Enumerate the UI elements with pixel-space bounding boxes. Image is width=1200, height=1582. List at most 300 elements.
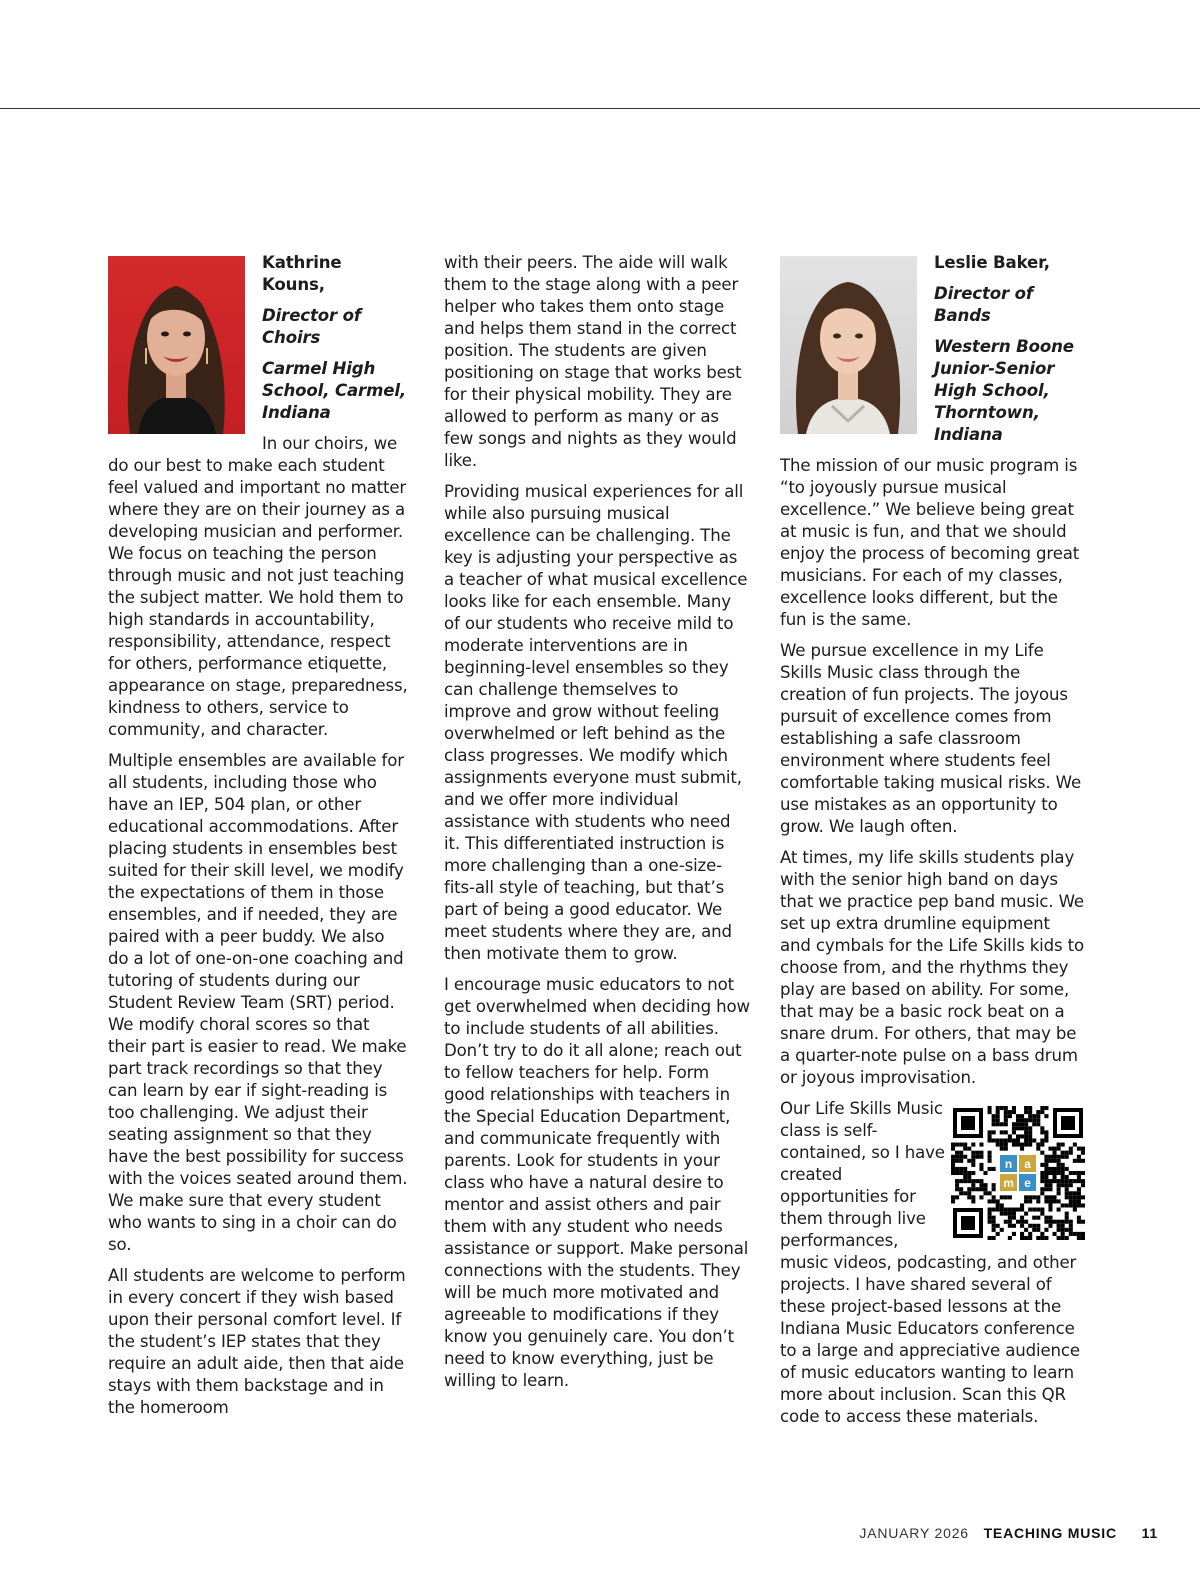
qr-module (992, 1228, 996, 1232)
qr-module (1044, 1138, 1048, 1142)
column-2 (444, 252, 750, 1401)
qr-module (992, 1224, 996, 1228)
qr-module (988, 1151, 992, 1155)
body-paragraph: Providing musical experiences for all while also pursuing musical excellence can be challenging. The key is adjusting your perspective as a teacher of what musical excellence looks like for each ensemble. Many of our students who receive mild to moderate interventions are in beginning-level ensembles so they can challenge themselves to improve and grow without feeling overwhelmed or left behind as the class progresses. We modify which assignments everyone must submit, and we offer more individual assistance with students who need it. This differentiated instruction is more challenging than a one-size-fits-all style of teaching, but that’s part of being a good educator. We meet students where they are, and then motivate them to grow. (444, 482, 748, 963)
qr-module (1053, 1171, 1057, 1175)
qr-module (1044, 1228, 1048, 1232)
qr-module (1057, 1159, 1061, 1163)
qr-module (996, 1232, 1000, 1236)
qr-module (1028, 1118, 1032, 1122)
body-paragraph: I encourage music educators to not get overwhelmed when deciding how to include students of all abilities. Don’t try to do it all alone; reach out to fellow teachers for help. Form good relationships with teachers in the Special Education Department, and communicate frequently with parents. Look for students in your class who have a natural desire to mentor and assist others and pair them with any student who needs assistance or support. Make personal connections with the students. They will be much more motivated and agreeable to modifications if they know you genuinely care. You don’t need to know everything, just be willing to learn. (444, 975, 750, 1390)
qr-module (1048, 1179, 1052, 1183)
qr-module (1000, 1208, 1004, 1212)
qr-module (983, 1171, 987, 1175)
qr-logo-letter: a (1024, 1157, 1031, 1171)
qr-module (955, 1187, 959, 1191)
qr-module (988, 1208, 992, 1212)
qr-module (955, 1171, 959, 1175)
qr-module (1065, 1203, 1069, 1207)
qr-module (1024, 1212, 1028, 1216)
qr-module (1036, 1110, 1040, 1114)
qr-module (1065, 1195, 1069, 1199)
qr-module (1036, 1114, 1040, 1118)
qr-module (1057, 1167, 1061, 1171)
qr-module (1044, 1199, 1048, 1203)
qr-module (967, 1171, 971, 1175)
qr-module (988, 1159, 992, 1163)
body-paragraph: Our Life Skills Music class is self-contained, so I have created opportunities for them through live performances, music videos, podcasting, and other projects. I have shared several of these project-based lessons at the Indiana Music Educators conference to a large and appreciative audience of music educators wanting to learn more about inclusion. Scan this QR code to access these materials. (780, 1099, 1080, 1426)
qr-module (971, 1187, 975, 1191)
qr-module (1020, 1236, 1024, 1240)
qr-module (975, 1187, 979, 1191)
qr-module (1004, 1195, 1008, 1199)
qr-module (1081, 1183, 1085, 1187)
qr-module (992, 1199, 996, 1203)
qr-module (1053, 1195, 1057, 1199)
qr-module (992, 1114, 996, 1118)
qr-module (963, 1143, 967, 1147)
qr-module (1069, 1151, 1073, 1155)
qr-module (1040, 1151, 1044, 1155)
qr-module (1028, 1232, 1032, 1236)
qr-module (1024, 1126, 1028, 1130)
qr-module (963, 1191, 967, 1195)
qr-module (955, 1195, 959, 1199)
qr-module (967, 1175, 971, 1179)
qr-module (1057, 1224, 1061, 1228)
qr-module (988, 1155, 992, 1159)
qr-module (1020, 1114, 1024, 1118)
qr-module (971, 1171, 975, 1175)
qr-module (1065, 1236, 1069, 1240)
qr-module (1048, 1147, 1052, 1151)
qr-module (1032, 1224, 1036, 1228)
qr-module (959, 1167, 963, 1171)
qr-module (1073, 1232, 1077, 1236)
qr-module (1077, 1187, 1081, 1191)
qr-module (1081, 1195, 1085, 1199)
qr-module (959, 1155, 963, 1159)
qr-module (963, 1147, 967, 1151)
qr-module (1032, 1216, 1036, 1220)
qr-module (1024, 1195, 1028, 1199)
column-3 (780, 252, 1085, 1437)
qr-module (1040, 1179, 1044, 1183)
qr-module (1024, 1122, 1028, 1126)
qr-module (992, 1236, 996, 1240)
qr-module (971, 1155, 975, 1159)
qr-module (1004, 1143, 1008, 1147)
qr-module (1044, 1220, 1048, 1224)
qr-module (1069, 1191, 1073, 1195)
qr-module (1053, 1220, 1057, 1224)
qr-module (979, 1167, 983, 1171)
qr-module (1036, 1236, 1040, 1240)
qr-module (979, 1183, 983, 1187)
body-paragraph: Multiple ensembles are available for all students, including those who have an IEP, 504 plan, or other educational accommodations. After placing students in ensembles best suited for their skill level, we modify the expectations of them in those ensembles, and if needed, they are paired with a peer buddy. We also do a lot of one-on-one coaching and tutoring of students during our Student Review Team (SRT) period. We modify choral scores so that their part is easier to read. We make part track recordings so that they can learn by ear if sight-reading is too challenging. We adjust their seating assignment so that they have the best possibility for success with the voices seated around them. We make sure that every student who wants to sing in a choir can do so. (108, 751, 408, 1254)
qr-code[interactable] (951, 1106, 1085, 1240)
qr-module (955, 1159, 959, 1163)
qr-module (1024, 1138, 1028, 1142)
qr-module (1024, 1228, 1028, 1232)
qr-module (1012, 1208, 1016, 1212)
qr-module (1073, 1159, 1077, 1163)
qr-module (955, 1155, 959, 1159)
qr-module (1028, 1138, 1032, 1142)
qr-module (1065, 1167, 1069, 1171)
qr-module (1077, 1179, 1081, 1183)
qr-module (1077, 1195, 1081, 1199)
qr-module (1077, 1175, 1081, 1179)
qr-module (1004, 1220, 1008, 1224)
qr-module (1053, 1232, 1057, 1236)
qr-module (1012, 1122, 1016, 1126)
qr-module (967, 1159, 971, 1163)
qr-module (1032, 1118, 1036, 1122)
qr-module (1004, 1208, 1008, 1212)
qr-module (1028, 1199, 1032, 1203)
qr-module (1016, 1134, 1020, 1138)
qr-module (1012, 1138, 1016, 1142)
body-paragraph: We pursue excellence in my Life Skills Music class through the creation of fun projects. The joyous pursuit of excellence comes from establishing a safe classroom environment where students feel comfortable taking musical risks. We use mistakes as an opportunity to grow. We laugh often. (780, 641, 1082, 836)
qr-module (1024, 1110, 1028, 1114)
qr-module (1065, 1228, 1069, 1232)
qr-module (967, 1195, 971, 1199)
qr-module (1040, 1208, 1044, 1212)
qr-module (963, 1155, 967, 1159)
qr-module (1008, 1216, 1012, 1220)
profile-title: Director of Choirs (262, 306, 361, 347)
qr-module (1048, 1167, 1052, 1171)
qr-module (996, 1106, 1000, 1110)
qr-module (1057, 1147, 1061, 1151)
qr-module (1040, 1130, 1044, 1134)
qr-module (988, 1134, 992, 1138)
qr-module (951, 1159, 955, 1163)
qr-module (1061, 1220, 1065, 1224)
qr-module (1016, 1122, 1020, 1126)
qr-module (1048, 1220, 1052, 1224)
qr-module (1040, 1191, 1044, 1195)
profile-school: Western Boone Junior-Senior High School, Thorntown, Indiana (934, 337, 1074, 444)
qr-module (1012, 1143, 1016, 1147)
qr-module (951, 1155, 955, 1159)
qr-module (1036, 1122, 1040, 1126)
qr-module (1040, 1232, 1044, 1236)
qr-module (1069, 1171, 1073, 1175)
qr-module (1053, 1159, 1057, 1163)
qr-module (1028, 1143, 1032, 1147)
qr-module (1040, 1236, 1044, 1240)
qr-module (1048, 1171, 1052, 1175)
qr-module (1040, 1110, 1044, 1114)
qr-module (988, 1138, 992, 1142)
qr-module (1081, 1203, 1085, 1207)
qr-module (1000, 1130, 1004, 1134)
qr-module (1061, 1171, 1065, 1175)
profile-title: Director of Bands (934, 284, 1033, 325)
column-1 (108, 252, 408, 1428)
qr-module (1028, 1114, 1032, 1118)
qr-module (1061, 1175, 1065, 1179)
qr-module (1048, 1159, 1052, 1163)
qr-module (1053, 1155, 1057, 1159)
qr-module (1012, 1106, 1016, 1110)
qr-module (1016, 1114, 1020, 1118)
qr-module (951, 1195, 955, 1199)
qr-module (979, 1143, 983, 1147)
qr-module (1048, 1203, 1052, 1207)
qr-module (1000, 1212, 1004, 1216)
qr-module (971, 1179, 975, 1183)
qr-module (1061, 1183, 1065, 1187)
qr-module (1044, 1155, 1048, 1159)
qr-module (1008, 1236, 1012, 1240)
body-paragraph: In our choirs, we do our best to make each student feel valued and important no matter where they are on their journey as a developing musician and performer. We focus on teaching the person through music and not just teaching the subject matter. We hold them to high standards in accountability, responsibility, attendance, respect for others, performance etiquette, appearance on stage, preparedness, kindness to others, service to community, and character. (108, 434, 408, 739)
qr-module (967, 1179, 971, 1183)
qr-module (1008, 1208, 1012, 1212)
qr-module (1044, 1187, 1048, 1191)
qr-module (1077, 1232, 1081, 1236)
qr-module (1057, 1191, 1061, 1195)
qr-module (1028, 1106, 1032, 1110)
qr-module (1057, 1155, 1061, 1159)
qr-module (983, 1191, 987, 1195)
qr-module (1065, 1183, 1069, 1187)
qr-module (1008, 1134, 1012, 1138)
qr-module (1073, 1203, 1077, 1207)
qr-module (1048, 1195, 1052, 1199)
qr-module (1069, 1195, 1073, 1199)
qr-module (996, 1138, 1000, 1142)
qr-module (1008, 1114, 1012, 1118)
qr-module (1008, 1110, 1012, 1114)
qr-module (1000, 1203, 1004, 1207)
qr-module (959, 1159, 963, 1163)
qr-module (1044, 1134, 1048, 1138)
qr-module (1036, 1118, 1040, 1122)
qr-module (1077, 1236, 1081, 1240)
qr-module (1000, 1195, 1004, 1199)
qr-module (951, 1163, 955, 1167)
qr-module (1032, 1122, 1036, 1126)
qr-module (1048, 1208, 1052, 1212)
qr-module (1061, 1163, 1065, 1167)
qr-module (1016, 1118, 1020, 1122)
qr-module (996, 1118, 1000, 1122)
qr-module (1044, 1175, 1048, 1179)
qr-module (996, 1143, 1000, 1147)
qr-module (1069, 1224, 1073, 1228)
qr-module (1077, 1191, 1081, 1195)
qr-module (1004, 1118, 1008, 1122)
qr-module (1061, 1236, 1065, 1240)
qr-module (992, 1216, 996, 1220)
qr-module (1069, 1199, 1073, 1203)
qr-module (1077, 1147, 1081, 1151)
qr-module (1081, 1171, 1085, 1175)
qr-module (1020, 1122, 1024, 1126)
qr-module (1061, 1228, 1065, 1232)
profile-name: Kathrine Kouns, (262, 253, 342, 294)
qr-logo-letter: n (1004, 1157, 1013, 1171)
qr-module (963, 1167, 967, 1171)
qr-module (979, 1155, 983, 1159)
qr-module (996, 1114, 1000, 1118)
qr-module (1000, 1228, 1004, 1232)
qr-module (988, 1106, 992, 1110)
qr-module (1040, 1126, 1044, 1130)
qr-module (1073, 1179, 1077, 1183)
qr-module (996, 1122, 1000, 1126)
qr-module (988, 1216, 992, 1220)
qr-module (1004, 1110, 1008, 1114)
qr-module (979, 1151, 983, 1155)
qr-module (1065, 1179, 1069, 1183)
qr-module (1069, 1203, 1073, 1207)
qr-module (1032, 1195, 1036, 1199)
qr-module (1065, 1220, 1069, 1224)
qr-module (963, 1175, 967, 1179)
qr-module (983, 1187, 987, 1191)
qr-module (975, 1179, 979, 1183)
qr-module (1057, 1220, 1061, 1224)
qr-module (988, 1130, 992, 1134)
qr-module (951, 1167, 955, 1171)
qr-module (1040, 1187, 1044, 1191)
qr-module (1020, 1220, 1024, 1224)
qr-module (1036, 1143, 1040, 1147)
qr-module (1044, 1216, 1048, 1220)
qr-module (1028, 1224, 1032, 1228)
qr-module (1036, 1147, 1040, 1151)
qr-module (1048, 1199, 1052, 1203)
qr-module (1020, 1216, 1024, 1220)
qr-module (992, 1118, 996, 1122)
qr-module (1040, 1138, 1044, 1142)
qr-module (1057, 1228, 1061, 1232)
qr-module (971, 1143, 975, 1147)
qr-module (1040, 1212, 1044, 1216)
qr-module (1040, 1175, 1044, 1179)
qr-module (988, 1236, 992, 1240)
qr-module (1024, 1134, 1028, 1138)
kathrine-kouns-photo (108, 256, 245, 434)
qr-module (1012, 1110, 1016, 1114)
qr-module (959, 1171, 963, 1175)
qr-module (955, 1151, 959, 1155)
qr-module (988, 1199, 992, 1203)
qr-module (1004, 1130, 1008, 1134)
qr-module (1028, 1130, 1032, 1134)
qr-module (1048, 1155, 1052, 1159)
qr-module (1012, 1130, 1016, 1134)
qr-module (1032, 1114, 1036, 1118)
qr-module (996, 1208, 1000, 1212)
qr-module (1073, 1195, 1077, 1199)
qr-module (1028, 1208, 1032, 1212)
qr-module (1044, 1236, 1048, 1240)
qr-module (1036, 1195, 1040, 1199)
qr-module (1069, 1232, 1073, 1236)
qr-module (1061, 1143, 1065, 1147)
qr-module (967, 1147, 971, 1151)
qr-module (1048, 1187, 1052, 1191)
qr-module (959, 1151, 963, 1155)
qr-module (992, 1122, 996, 1126)
qr-module (963, 1171, 967, 1175)
qr-module (1053, 1179, 1057, 1183)
qr-module (1000, 1122, 1004, 1126)
body-paragraph: At times, my life skills students play with the senior high band on days that we practice pep band music. We set up extra drumline equipment and cymbals for the Life Skills kids to choose from, and the rhythms they play are based on ability. For some, that may be a basic rock beat on a snare drum. For others, that may be a quarter-note pulse on a bass drum or joyous improvisation. (780, 848, 1084, 1087)
qr-module (1024, 1143, 1028, 1147)
qr-module (1081, 1151, 1085, 1155)
qr-module (1004, 1122, 1008, 1126)
qr-module (1020, 1203, 1024, 1207)
qr-module (951, 1143, 955, 1147)
qr-module (1057, 1183, 1061, 1187)
qr-module (1061, 1151, 1065, 1155)
qr-module (1065, 1151, 1069, 1155)
qr-module (967, 1191, 971, 1195)
qr-module (1028, 1134, 1032, 1138)
qr-module (1000, 1143, 1004, 1147)
qr-module (1044, 1114, 1048, 1118)
qr-module (1008, 1138, 1012, 1142)
qr-module (1061, 1167, 1065, 1171)
qr-module (1016, 1126, 1020, 1130)
qr-module (1044, 1195, 1048, 1199)
qr-module (955, 1143, 959, 1147)
qr-module (1044, 1183, 1048, 1187)
qr-module (1032, 1138, 1036, 1142)
profile-name: Leslie Baker, (934, 253, 1050, 272)
qr-module (992, 1167, 996, 1171)
qr-module (1053, 1147, 1057, 1151)
qr-module (959, 1143, 963, 1147)
qr-module (1081, 1147, 1085, 1151)
qr-module (1032, 1208, 1036, 1212)
qr-module (1020, 1208, 1024, 1212)
qr-module (1061, 1232, 1065, 1236)
qr-module (1048, 1224, 1052, 1228)
qr-module (955, 1183, 959, 1187)
qr-module (971, 1195, 975, 1199)
qr-module (963, 1179, 967, 1183)
qr-module (1040, 1106, 1044, 1110)
qr-module (992, 1208, 996, 1212)
qr-module (1073, 1208, 1077, 1212)
qr-module (1004, 1147, 1008, 1151)
qr-module (1044, 1159, 1048, 1163)
qr-module (979, 1195, 983, 1199)
qr-module (1012, 1126, 1016, 1130)
qr-module (1053, 1167, 1057, 1171)
qr-module (1065, 1187, 1069, 1191)
qr-module (1020, 1126, 1024, 1130)
qr-logo-letter: m (1003, 1176, 1014, 1190)
qr-module (1012, 1216, 1016, 1220)
qr-module (1040, 1171, 1044, 1175)
qr-module (1024, 1118, 1028, 1122)
qr-module (1057, 1171, 1061, 1175)
qr-module (1069, 1220, 1073, 1224)
qr-module (1065, 1212, 1069, 1216)
qr-module (1036, 1199, 1040, 1203)
qr-module (1053, 1199, 1057, 1203)
qr-module (992, 1138, 996, 1142)
qr-module (1008, 1212, 1012, 1216)
